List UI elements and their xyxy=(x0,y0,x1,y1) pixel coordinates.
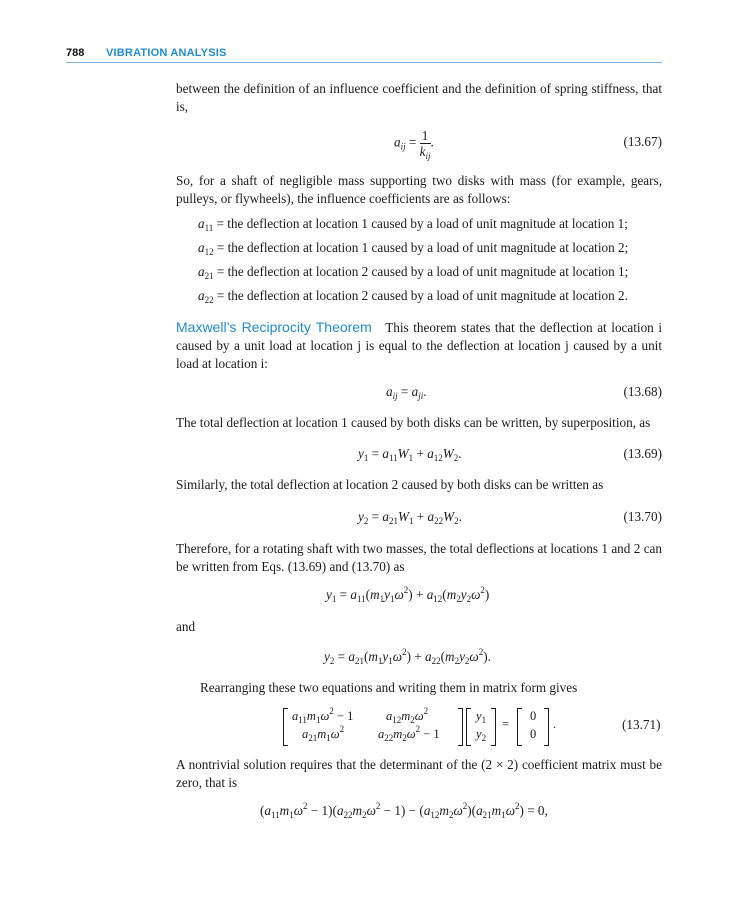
definition-a12: $a_{12}$ = the deflection at location 1 caused by a load of unit magnitude at location 2; xyxy=(198,240,629,257)
running-header xyxy=(66,44,662,63)
equation-determinant xyxy=(176,803,662,825)
left-bracket xyxy=(517,708,522,746)
definition-text: = the deflection at location 1 caused by a load of unit magnitude at location 1; xyxy=(216,216,628,231)
equation-body: $y_1 = a_{11}(m_1y_1\omega^2) + a_{12}(m_2y_2\omega^2)$ xyxy=(326,585,490,604)
definition-a11: $a_{11}$ = the deflection at location 1 caused by a load of unit magnitude at location 1; xyxy=(198,216,628,233)
right-bracket xyxy=(491,708,496,746)
maxwell-text: This theorem states that the deflection at location i caused by a unit load at location j is equal to the deflection at location j caused by a unit load at location i: xyxy=(176,320,662,371)
left-bracket xyxy=(283,708,288,746)
equation-number: (13.71) xyxy=(622,717,661,732)
equation-13-70 xyxy=(176,509,662,531)
definition-a22: $a_{22}$ = the deflection at location 2 caused by a load of unit magnitude at location 2. xyxy=(198,288,628,305)
nontrivial-paragraph: A nontrivial solution requires that the determinant of the (2 × 2) coefficient matrix must be zero, that is xyxy=(176,757,662,790)
definition-text: = the deflection at location 2 caused by a load of unit magnitude at location 2. xyxy=(216,288,628,303)
rearrange-paragraph: Rearranging these two equations and writing them in matrix form gives xyxy=(200,680,578,695)
shaft-paragraph: So, for a shaft of negligible mass supporting two disks with mass (for example, gears, pulleys, or flywheels), the influence coefficients are as follows: xyxy=(176,173,662,206)
equation-body: $a_{ij} = a_{ji}$. xyxy=(386,384,427,401)
matrix-cell: $a_{22}m_2\omega^2 - 1$ xyxy=(378,724,440,743)
equation-13-67 xyxy=(176,124,662,161)
equation-13-69 xyxy=(176,446,662,468)
equation-number: (13.67) xyxy=(623,134,662,149)
matrix-cell: $a_{12}m_2\omega^2$ xyxy=(386,706,429,725)
equation-body: $(a_{11}m_1\omega^2 - 1)(a_{22}m_2\omega^2 - 1) - (a_{12}m_2\omega^2)(a_{21}m_1\omega^2) = 0$, xyxy=(260,801,548,820)
page-number: 788 xyxy=(66,47,85,59)
vector-cell: 0 xyxy=(530,727,537,741)
equals-sign: = xyxy=(502,717,510,731)
section-title: VIBRATION ANALYSIS xyxy=(106,47,227,59)
equation-number: (13.69) xyxy=(623,446,662,461)
definition-text: = the deflection at location 2 caused by a load of unit magnitude at location 1; xyxy=(216,264,629,279)
equation-y1 xyxy=(176,587,662,609)
right-bracket xyxy=(458,708,463,746)
equation-number: (13.70) xyxy=(623,509,662,524)
definition-text: = the deflection at location 1 caused by a load of unit magnitude at location 2; xyxy=(216,240,629,255)
rotating-paragraph: Therefore, for a rotating shaft with two masses, the total deflections at locations 1 and 2 can be written from Eqs. (13.69) and (13.70) as xyxy=(176,541,662,574)
equation-number: (13.68) xyxy=(623,384,662,399)
and-text: and xyxy=(176,619,196,634)
total2-paragraph: Similarly, the total deflection at location 2 caused by both disks can be written as xyxy=(176,477,604,492)
equation-body: $y_2 = a_{21}W_1 + a_{22}W_2$. xyxy=(358,509,462,526)
period: . xyxy=(553,717,557,731)
maxwell-heading: Maxwell’s Reciprocity Theorem xyxy=(176,319,372,335)
equation-y2 xyxy=(176,649,662,671)
vector-cell: $y_2$ xyxy=(476,727,487,743)
fraction: $\frac{1}{k_{ij}}$ xyxy=(419,128,431,161)
total1-paragraph: The total deflection at location 1 caused by both disks can be written, by superposition, as xyxy=(176,415,651,430)
equation-body: $y_2 = a_{21}(m_1y_1\omega^2) + a_{22}(m_2y_2\omega^2)$. xyxy=(324,647,491,666)
left-bracket xyxy=(466,708,471,746)
equation-body: $y_1 = a_{11}W_1 + a_{12}W_2$. xyxy=(358,446,462,463)
vector-cell: 0 xyxy=(530,709,537,723)
equation-13-68 xyxy=(176,384,662,406)
matrix-cell: $a_{11}m_1\omega^2 - 1$ xyxy=(292,706,354,725)
right-bracket xyxy=(544,708,549,746)
definition-a21: $a_{21}$ = the deflection at location 2 caused by a load of unit magnitude at location 1; xyxy=(198,264,629,281)
matrix-cell: $a_{21}m_1\omega^2$ xyxy=(302,724,345,743)
vector-cell: $y_1$ xyxy=(476,709,487,725)
intro-paragraph: between the definition of an influence coefficient and the definition of spring stiffness, that is, xyxy=(176,81,662,114)
maxwell-paragraph xyxy=(176,318,662,373)
equation-body: $a_{ij}$ = $\frac{1}{k_{ij}}$ . xyxy=(394,128,434,161)
